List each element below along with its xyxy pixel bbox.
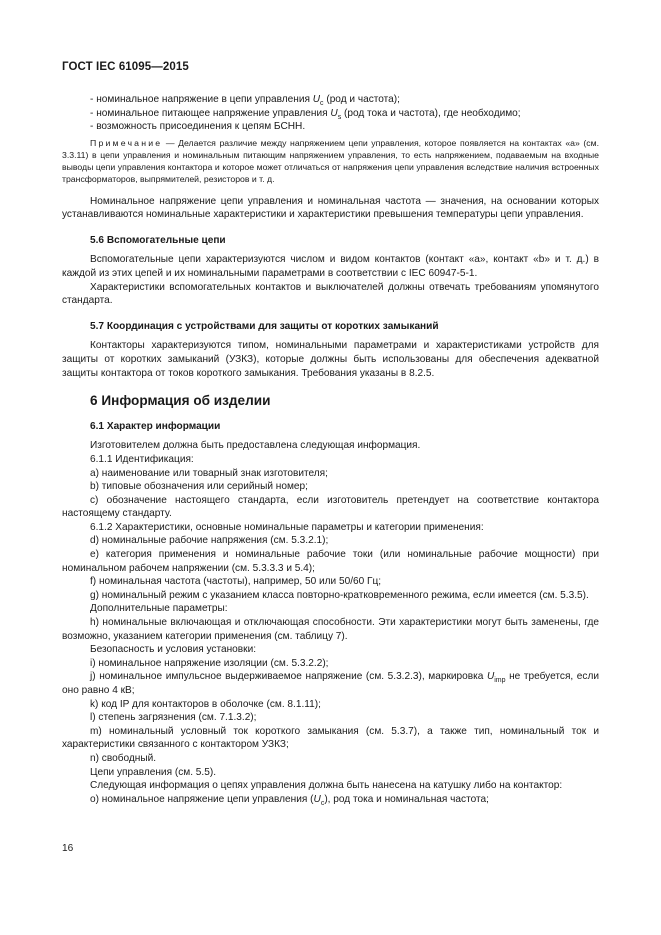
list-item: l) степень загрязнения (см. 7.1.3.2);	[90, 712, 257, 724]
list-item: - номинальное питающее напряжение управления $U_s$ (род тока и частота), где необходимо;	[90, 107, 521, 121]
list-item: - номинальное напряжение в цепи управления $U_c$ (род и частота);	[90, 94, 400, 107]
list-item: b) типовые обозначения или серийный номер;	[90, 481, 308, 493]
paragraph: Вспомогательные цепи характеризуются числом и видом контактов (контакт «а», контакт «b» и т. д.) в каждой из этих цепей и их номинальными параметрами в соответствии с IEC 60947-5-1.	[62, 254, 599, 279]
page-number: 16	[62, 843, 74, 854]
list-item: Дополнительные параметры:	[90, 603, 228, 615]
note-label: Примечание	[90, 137, 163, 148]
list-item: Цепи управления (см. 5.5).	[90, 766, 216, 778]
list-item: k) код IP для контакторов в оболочке (см. 8.1.11);	[90, 698, 321, 710]
section-heading-5-6: 5.6 Вспомогательные цепи	[90, 234, 226, 246]
section-heading-6-1: 6.1 Характер информации	[90, 420, 221, 432]
paragraph: Контакторы характеризуются типом, номинальными параметрами и характеристиками устройств для защиты от коротких замыканий (УЗКЗ), которые должны быть использованы для обеспечения адекватной защиты контактора от токов короткого замыкания. Требования указаны в 8.2.5.	[62, 340, 599, 379]
list-item: Изготовителем должна быть предоставлена следующая информация.	[90, 440, 421, 452]
list-item: g) номинальный режим с указанием класса повторно-кратковременного режима, если имеется (см. 5.3.5).	[90, 589, 589, 601]
list-item: a) наименование или товарный знак изготовителя;	[90, 467, 328, 479]
list-item: m) номинальный условный ток короткого замыкания (см. 5.3.7), а также тип, номинальный ток и характеристики связанного с контактором УЗКЗ;	[62, 725, 599, 751]
paragraph: Номинальное напряжение цепи управления и номинальная частота — значения, на основании которых устанавливаются номинальные характеристики и характеристики превышения температуры цепи управления.	[62, 195, 599, 221]
list-item: d) номинальные рабочие напряжения (см. 5.3.2.1);	[90, 535, 329, 547]
section-heading-6: 6 Информация об изделии	[90, 393, 271, 409]
list-item: i) номинальное напряжение изоляции (см. 5.3.2.2);	[90, 657, 329, 669]
list-item: c) обозначение настоящего стандарта, если изготовитель претендует на соответствие контактора настоящему стандарту.	[62, 494, 599, 520]
list-item: - возможность присоединения к цепям БСНН.	[90, 121, 306, 133]
page-content	[62, 93, 599, 806]
list-item: h) номинальные включающая и отключающая способности. Эти характеристики могут быть заменены, где возможно, указанием категории применения (см. таблицу 7).	[62, 617, 599, 642]
list-item: e) категория применения и номинальные рабочие токи (или номинальные рабочие мощности) при номинальном рабочем напряжении (см. 5.3.3.3 и 5.4);	[62, 549, 599, 574]
list-item: n) свободный.	[90, 752, 157, 764]
list-item: 6.1.2 Характеристики, основные номинальные параметры и категории применения:	[90, 521, 484, 533]
document-header: ГОСТ IEC 61095—2015	[62, 61, 189, 73]
list-item: o) номинальное напряжение цепи управления $(U_c)$, род тока и номинальная частота;	[90, 793, 489, 807]
list-item: f) номинальная частота (частоты), например, 50 или 50/60 Гц;	[90, 576, 382, 588]
list-item: Следующая информация о цепях управления должна быть нанесена на катушку либо на контактор:	[90, 780, 563, 792]
list-item: Безопасность и условия установки:	[90, 644, 257, 656]
note	[62, 137, 599, 186]
list-item: 6.1.1 Идентификация:	[90, 453, 194, 465]
paragraph: Характеристики вспомогательных контактов и выключателей должны отвечать требованиям упомянутого стандарта.	[62, 281, 599, 307]
list-item: j) номинальное импульсное выдерживаемое напряжение (см. 5.3.2.3), маркировка $U_{imp}$ не требуется, если оно равно 4 кВ;	[62, 671, 600, 696]
note-text: — Делается различие между напряжением цепи управления, которое появляется на контактах «а» (см. 3.3.11) в цепи управления и номинальным питающим напряжением управления, то есть напряжением, подаваемым на входные выводы цепи управления контактора и которое может отличаться от напряжения цепи управления вследствие наличия встроенных трансформаторов, выпрямителей, резисторов и т. д.	[62, 137, 599, 185]
section-heading-5-7: 5.7 Координация с устройствами для защиты от коротких замыканий	[90, 320, 439, 332]
